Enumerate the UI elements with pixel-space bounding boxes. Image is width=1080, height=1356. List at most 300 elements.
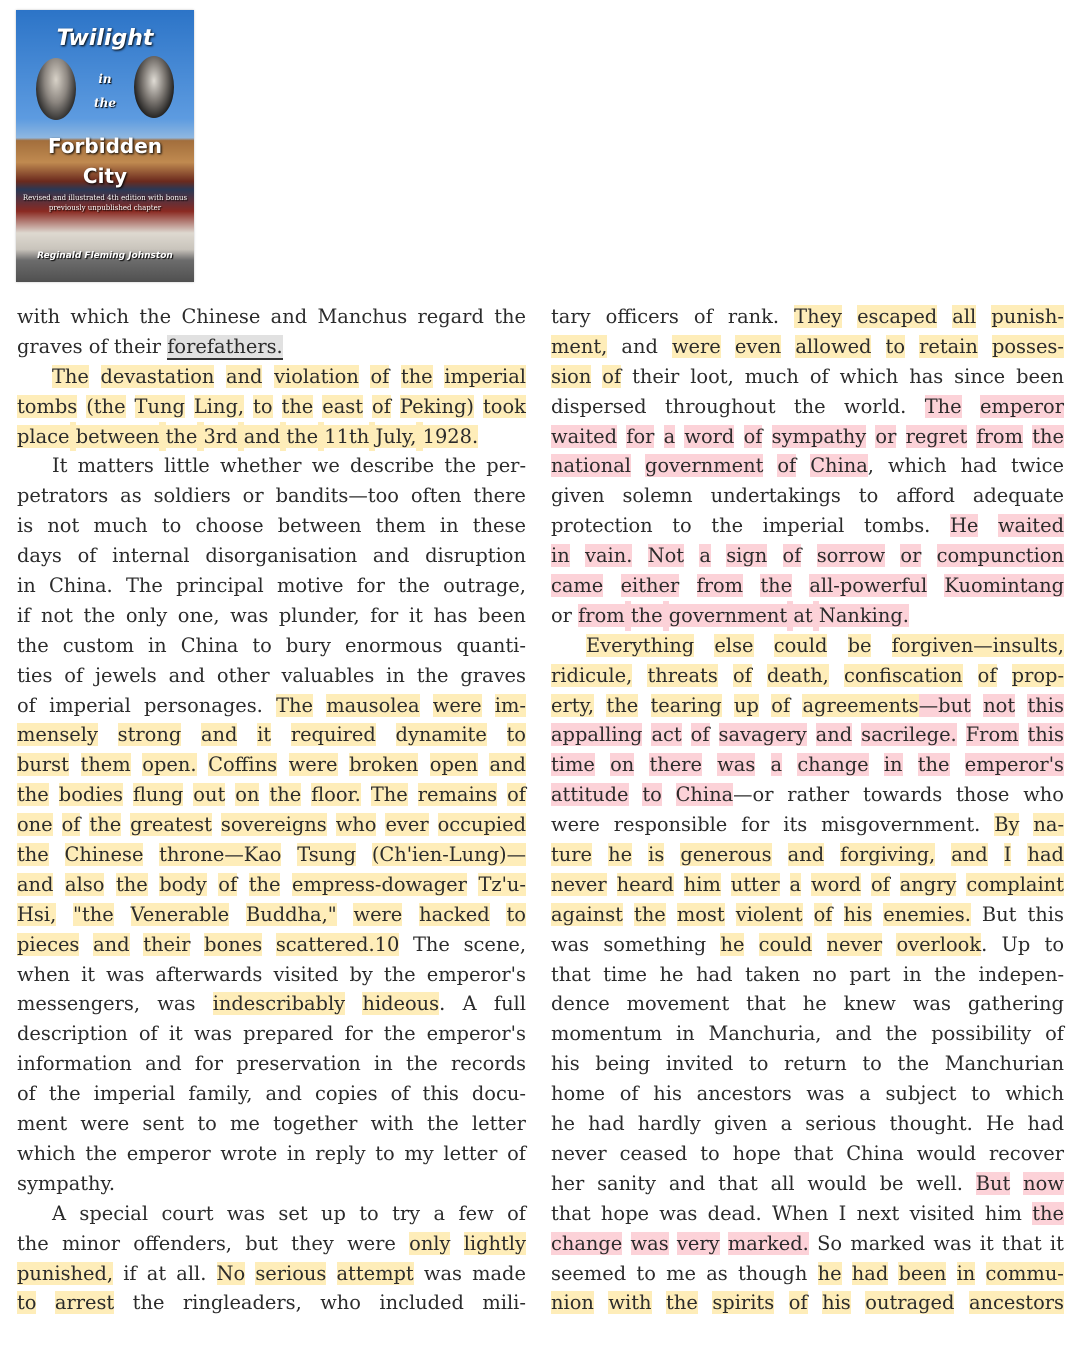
word: attitude bbox=[551, 783, 629, 807]
word: of bbox=[17, 1082, 36, 1106]
word: would bbox=[807, 1171, 867, 1195]
text-line bbox=[551, 900, 1064, 930]
word: pieces bbox=[17, 932, 80, 956]
word: not bbox=[47, 514, 80, 538]
word: be bbox=[847, 633, 872, 657]
word: and bbox=[621, 334, 658, 358]
text-line bbox=[551, 930, 1064, 960]
word: days bbox=[17, 544, 62, 568]
word: all. bbox=[176, 1261, 207, 1285]
word: body bbox=[159, 872, 207, 896]
word: the bbox=[17, 843, 49, 867]
text-line bbox=[17, 1079, 526, 1109]
word: disorganisation bbox=[205, 544, 358, 568]
word: court bbox=[161, 1201, 214, 1225]
word: it bbox=[257, 723, 272, 747]
word: act bbox=[651, 723, 682, 747]
word: that bbox=[551, 962, 591, 986]
word: the bbox=[934, 962, 966, 986]
word: this bbox=[1027, 723, 1064, 747]
word: were bbox=[80, 1112, 130, 1136]
word: for bbox=[741, 813, 770, 837]
word: it bbox=[81, 962, 96, 986]
word: sympathy. bbox=[17, 1171, 116, 1195]
word: in bbox=[17, 574, 36, 598]
word: who bbox=[335, 813, 377, 837]
cover-author: Reginald Fleming Johnston bbox=[37, 251, 173, 261]
text-line bbox=[551, 451, 1064, 481]
word: set bbox=[278, 1201, 308, 1225]
word: The bbox=[924, 394, 962, 418]
word: was bbox=[717, 753, 756, 777]
word: a bbox=[699, 544, 711, 568]
word: savagery bbox=[718, 723, 807, 747]
word: with bbox=[17, 305, 61, 328]
word: took bbox=[482, 394, 526, 418]
word: the bbox=[406, 1052, 438, 1076]
word: of bbox=[61, 813, 81, 837]
word: appalling bbox=[551, 723, 643, 747]
word: (the bbox=[86, 394, 126, 418]
word: ridicule, bbox=[551, 663, 633, 687]
text-line bbox=[551, 870, 1064, 900]
word: Venerable bbox=[130, 902, 230, 926]
word: for bbox=[370, 603, 399, 627]
word: the bbox=[85, 1141, 118, 1165]
word: could bbox=[773, 633, 828, 657]
word: prop- bbox=[1011, 663, 1064, 687]
word: the bbox=[89, 813, 122, 837]
word: recover bbox=[989, 1141, 1064, 1165]
text-line bbox=[17, 810, 526, 840]
word: Manchus bbox=[317, 305, 408, 328]
word: required bbox=[290, 723, 376, 747]
word: in bbox=[902, 962, 922, 986]
text-line bbox=[17, 511, 526, 541]
text-line bbox=[551, 571, 1064, 601]
word: whether bbox=[219, 454, 302, 478]
word: possibility bbox=[931, 1022, 1032, 1046]
text-line bbox=[551, 332, 1064, 362]
word: with bbox=[370, 1112, 414, 1136]
word: mausolea bbox=[326, 693, 420, 717]
word: Ling, bbox=[193, 394, 245, 418]
word: was bbox=[551, 932, 590, 956]
word: those bbox=[956, 783, 1010, 807]
word: Manchuria, bbox=[708, 1022, 822, 1046]
word: had bbox=[696, 962, 733, 986]
word: came bbox=[551, 574, 604, 598]
word: very bbox=[676, 1231, 720, 1255]
word: and bbox=[226, 364, 263, 388]
word: for bbox=[344, 1022, 373, 1046]
word: and bbox=[93, 932, 130, 956]
word: waited bbox=[551, 424, 618, 448]
word: imperial bbox=[93, 1082, 176, 1106]
word: emperor bbox=[980, 394, 1064, 418]
word: and bbox=[951, 843, 988, 867]
word: and bbox=[668, 1171, 706, 1195]
word: or bbox=[551, 603, 572, 627]
word: to bbox=[1044, 932, 1064, 956]
word: to bbox=[700, 1141, 720, 1165]
word: it bbox=[1049, 1231, 1064, 1255]
word: messengers, bbox=[17, 992, 140, 1016]
word: of bbox=[17, 693, 36, 717]
word: the bbox=[17, 783, 49, 807]
word: my bbox=[404, 1141, 434, 1165]
word: was bbox=[912, 992, 951, 1016]
word: up bbox=[320, 1201, 346, 1225]
word: retain bbox=[919, 334, 978, 358]
word: and bbox=[17, 872, 54, 896]
word: something bbox=[603, 932, 707, 956]
word: the bbox=[444, 454, 477, 478]
word: it bbox=[979, 1231, 994, 1255]
word: occupied bbox=[437, 813, 526, 837]
word: He bbox=[949, 514, 979, 538]
word: overlook. bbox=[896, 932, 988, 956]
word: the bbox=[139, 305, 172, 328]
word: sign bbox=[726, 544, 768, 568]
word: in bbox=[956, 1261, 976, 1285]
text-line bbox=[551, 1199, 1064, 1229]
word: for bbox=[356, 574, 385, 598]
word: these bbox=[472, 514, 526, 538]
word: their bbox=[632, 364, 680, 388]
word: letter bbox=[471, 1112, 526, 1136]
text-line bbox=[551, 511, 1064, 541]
word: return bbox=[783, 1052, 847, 1076]
word: mensely bbox=[17, 723, 98, 747]
word: of bbox=[809, 364, 829, 388]
text-line bbox=[551, 302, 1064, 332]
word: to bbox=[359, 1201, 379, 1225]
word: floor. bbox=[311, 783, 361, 807]
word: imperial bbox=[762, 514, 845, 538]
word: a bbox=[780, 1112, 793, 1136]
word: forefathers. bbox=[167, 334, 283, 358]
word: preservation bbox=[236, 1052, 361, 1076]
word: included bbox=[379, 1291, 464, 1315]
word: time bbox=[603, 962, 648, 986]
word: disruption bbox=[425, 544, 526, 568]
word: 1928. bbox=[422, 424, 479, 448]
word: When bbox=[771, 1201, 829, 1225]
word: one bbox=[17, 813, 53, 837]
word: "the bbox=[73, 902, 114, 926]
word: the bbox=[1032, 1201, 1064, 1225]
word: since bbox=[954, 364, 1006, 388]
word: undertakings bbox=[710, 484, 841, 508]
word: heard bbox=[616, 872, 674, 896]
text-line bbox=[17, 780, 526, 810]
word: sacrilege. bbox=[861, 723, 957, 747]
word: The bbox=[125, 574, 163, 598]
word: erty, bbox=[551, 693, 595, 717]
word: posses- bbox=[991, 334, 1064, 358]
word: emperor's bbox=[426, 962, 526, 986]
word: marked bbox=[850, 1231, 926, 1255]
word: its bbox=[783, 813, 808, 837]
word: motive bbox=[276, 574, 344, 598]
word: between bbox=[277, 514, 362, 538]
word: violation bbox=[274, 364, 359, 388]
word: not bbox=[40, 603, 73, 627]
word: were bbox=[551, 813, 600, 837]
word: Tsung bbox=[297, 843, 357, 867]
word: now bbox=[1023, 1171, 1064, 1195]
word: 11th bbox=[324, 424, 370, 448]
word: of bbox=[390, 1082, 410, 1106]
word: personages. bbox=[144, 693, 263, 717]
word: of bbox=[977, 663, 997, 687]
word: of bbox=[619, 1082, 639, 1106]
word: was bbox=[106, 962, 145, 986]
text-line bbox=[551, 1109, 1064, 1139]
word: family, bbox=[188, 1082, 253, 1106]
cover-subtitle: Revised and illustrated 4th edition with bonus previously unpublished chapter bbox=[22, 194, 188, 212]
word: violent bbox=[735, 902, 803, 926]
word: spirits bbox=[712, 1291, 775, 1315]
word: bury bbox=[285, 633, 331, 657]
word: he bbox=[551, 1112, 575, 1136]
word: has bbox=[433, 603, 468, 627]
word: the bbox=[17, 633, 49, 657]
word: word bbox=[811, 872, 862, 896]
word: most bbox=[676, 902, 725, 926]
word: the bbox=[917, 753, 950, 777]
word: given bbox=[713, 1112, 768, 1136]
word: misgovernment. bbox=[821, 813, 981, 837]
word: had bbox=[960, 454, 998, 478]
word: China—or bbox=[675, 783, 774, 807]
word: the bbox=[630, 603, 663, 627]
word: it bbox=[168, 1022, 183, 1046]
word: in bbox=[551, 544, 570, 568]
word: It bbox=[52, 454, 68, 478]
word: me bbox=[229, 1112, 260, 1136]
word: national bbox=[551, 454, 631, 478]
word: being bbox=[595, 1052, 651, 1076]
word: graves bbox=[17, 334, 83, 358]
word: the bbox=[426, 1112, 459, 1136]
word: Tz'u- bbox=[478, 872, 526, 896]
word: the bbox=[1032, 424, 1064, 448]
text-line bbox=[551, 1079, 1064, 1109]
text-line bbox=[551, 392, 1064, 422]
word: were bbox=[288, 753, 338, 777]
word: to bbox=[971, 1082, 991, 1106]
word: generous bbox=[680, 843, 772, 867]
word: this bbox=[1027, 693, 1064, 717]
word: seemed bbox=[551, 1261, 627, 1285]
word: China bbox=[180, 633, 239, 657]
word: never bbox=[551, 1141, 607, 1165]
word: much bbox=[93, 514, 148, 538]
word: or bbox=[875, 424, 897, 448]
word: which bbox=[887, 454, 947, 478]
word: tombs bbox=[17, 394, 78, 418]
word: dead. bbox=[707, 1201, 762, 1225]
word: who bbox=[320, 1291, 361, 1315]
word: afford bbox=[896, 484, 955, 508]
word: never bbox=[826, 932, 883, 956]
word: he bbox=[659, 962, 684, 986]
word: was bbox=[226, 1201, 266, 1225]
word: else bbox=[714, 633, 754, 657]
word: minor bbox=[62, 1231, 121, 1255]
word: scene, bbox=[463, 932, 526, 956]
word: gathering bbox=[967, 992, 1064, 1016]
word: So bbox=[817, 1231, 843, 1255]
word: flung bbox=[132, 783, 184, 807]
word: towards bbox=[862, 783, 943, 807]
word: their bbox=[143, 932, 191, 956]
word: his bbox=[653, 1082, 682, 1106]
word: them bbox=[375, 514, 426, 538]
word: this bbox=[422, 1082, 459, 1106]
text-line bbox=[17, 601, 526, 631]
word: and bbox=[200, 723, 238, 747]
word: strong bbox=[117, 723, 182, 747]
text-line bbox=[17, 661, 526, 691]
word: no bbox=[812, 962, 837, 986]
word: taken bbox=[745, 962, 801, 986]
word: of bbox=[372, 394, 391, 418]
word: to bbox=[161, 514, 182, 538]
word: remains bbox=[417, 783, 498, 807]
word: im- bbox=[494, 693, 526, 717]
word: Buddha," bbox=[245, 902, 337, 926]
word: They bbox=[794, 305, 842, 328]
word: the bbox=[269, 783, 302, 807]
word: change bbox=[551, 1231, 623, 1255]
word: sent bbox=[142, 1112, 185, 1136]
word: China. bbox=[48, 574, 113, 598]
text-line bbox=[551, 1049, 1064, 1079]
text-column-right bbox=[551, 302, 1064, 1318]
word: attempt bbox=[336, 1261, 414, 1285]
word: from bbox=[976, 424, 1023, 448]
word: him bbox=[984, 1201, 1022, 1225]
word: had bbox=[1027, 843, 1064, 867]
word: solemn bbox=[622, 484, 693, 508]
word: he bbox=[720, 932, 745, 956]
word: custom bbox=[62, 633, 134, 657]
text-line bbox=[17, 1109, 526, 1139]
text-line bbox=[17, 362, 526, 392]
word: marked. bbox=[727, 1231, 809, 1255]
word: is bbox=[648, 843, 665, 867]
word: we bbox=[311, 454, 340, 478]
word: I bbox=[838, 1201, 847, 1225]
word: government bbox=[644, 454, 764, 478]
word: them bbox=[80, 753, 131, 777]
word: and bbox=[270, 305, 308, 328]
word: throughout bbox=[664, 394, 776, 418]
word: principal bbox=[176, 574, 264, 598]
word: angry bbox=[899, 872, 957, 896]
word: change bbox=[797, 753, 869, 777]
word: try bbox=[392, 1201, 421, 1225]
word: ment, bbox=[551, 334, 608, 358]
word: and bbox=[265, 1082, 302, 1106]
text-column-left bbox=[17, 302, 526, 1318]
cover-title-in: in bbox=[98, 72, 112, 86]
text-line bbox=[551, 362, 1064, 392]
word: his bbox=[822, 1291, 851, 1315]
word: that bbox=[718, 1171, 758, 1195]
word: to bbox=[253, 394, 273, 418]
text-line bbox=[17, 1139, 526, 1169]
word: in bbox=[147, 633, 167, 657]
word: punish- bbox=[991, 305, 1064, 328]
word: who bbox=[1023, 783, 1064, 807]
word: matters bbox=[77, 454, 154, 478]
word: a bbox=[789, 872, 802, 896]
word: much bbox=[744, 364, 799, 388]
word: of bbox=[693, 305, 713, 328]
word: the bbox=[383, 1022, 416, 1046]
word: serious bbox=[255, 1261, 327, 1285]
word: ancestors bbox=[968, 1291, 1064, 1315]
word: ties bbox=[17, 663, 53, 687]
word: July, bbox=[375, 424, 417, 448]
word: and bbox=[372, 544, 410, 568]
word: which bbox=[70, 305, 130, 328]
word: compunction bbox=[936, 544, 1064, 568]
word: to bbox=[858, 484, 879, 508]
word: her bbox=[551, 1171, 585, 1195]
text-line bbox=[17, 332, 526, 362]
word: Chinese bbox=[64, 843, 144, 867]
word: ceased bbox=[619, 1141, 688, 1165]
word: plunder, bbox=[278, 603, 360, 627]
word: was bbox=[423, 1261, 462, 1285]
word: they bbox=[291, 1231, 334, 1255]
word: of bbox=[507, 1141, 526, 1165]
word: and bbox=[815, 723, 853, 747]
word: arrest bbox=[54, 1291, 115, 1315]
word: the bbox=[83, 603, 116, 627]
word: next bbox=[856, 1201, 900, 1225]
word: information bbox=[17, 1052, 132, 1076]
word: the bbox=[115, 872, 148, 896]
word: death, bbox=[766, 663, 829, 687]
word: even bbox=[734, 334, 782, 358]
word: Chinese bbox=[181, 305, 261, 328]
word: on bbox=[610, 753, 635, 777]
word: vain. bbox=[584, 544, 633, 568]
word: of bbox=[138, 1022, 158, 1046]
word: the bbox=[17, 1231, 49, 1255]
word: devastation bbox=[100, 364, 215, 388]
word: utter bbox=[730, 872, 780, 896]
word: were bbox=[347, 1231, 396, 1255]
word: though bbox=[737, 1261, 808, 1285]
word: of bbox=[743, 424, 763, 448]
word: and bbox=[168, 663, 206, 687]
word: the bbox=[132, 1291, 165, 1315]
word: Manchurian bbox=[944, 1052, 1064, 1076]
word: By bbox=[994, 813, 1020, 837]
cover-title-the: the bbox=[94, 96, 116, 110]
word: empress-dowager bbox=[292, 872, 467, 896]
word: in bbox=[439, 514, 459, 538]
word: officers bbox=[605, 305, 679, 328]
text-line bbox=[17, 1199, 526, 1229]
